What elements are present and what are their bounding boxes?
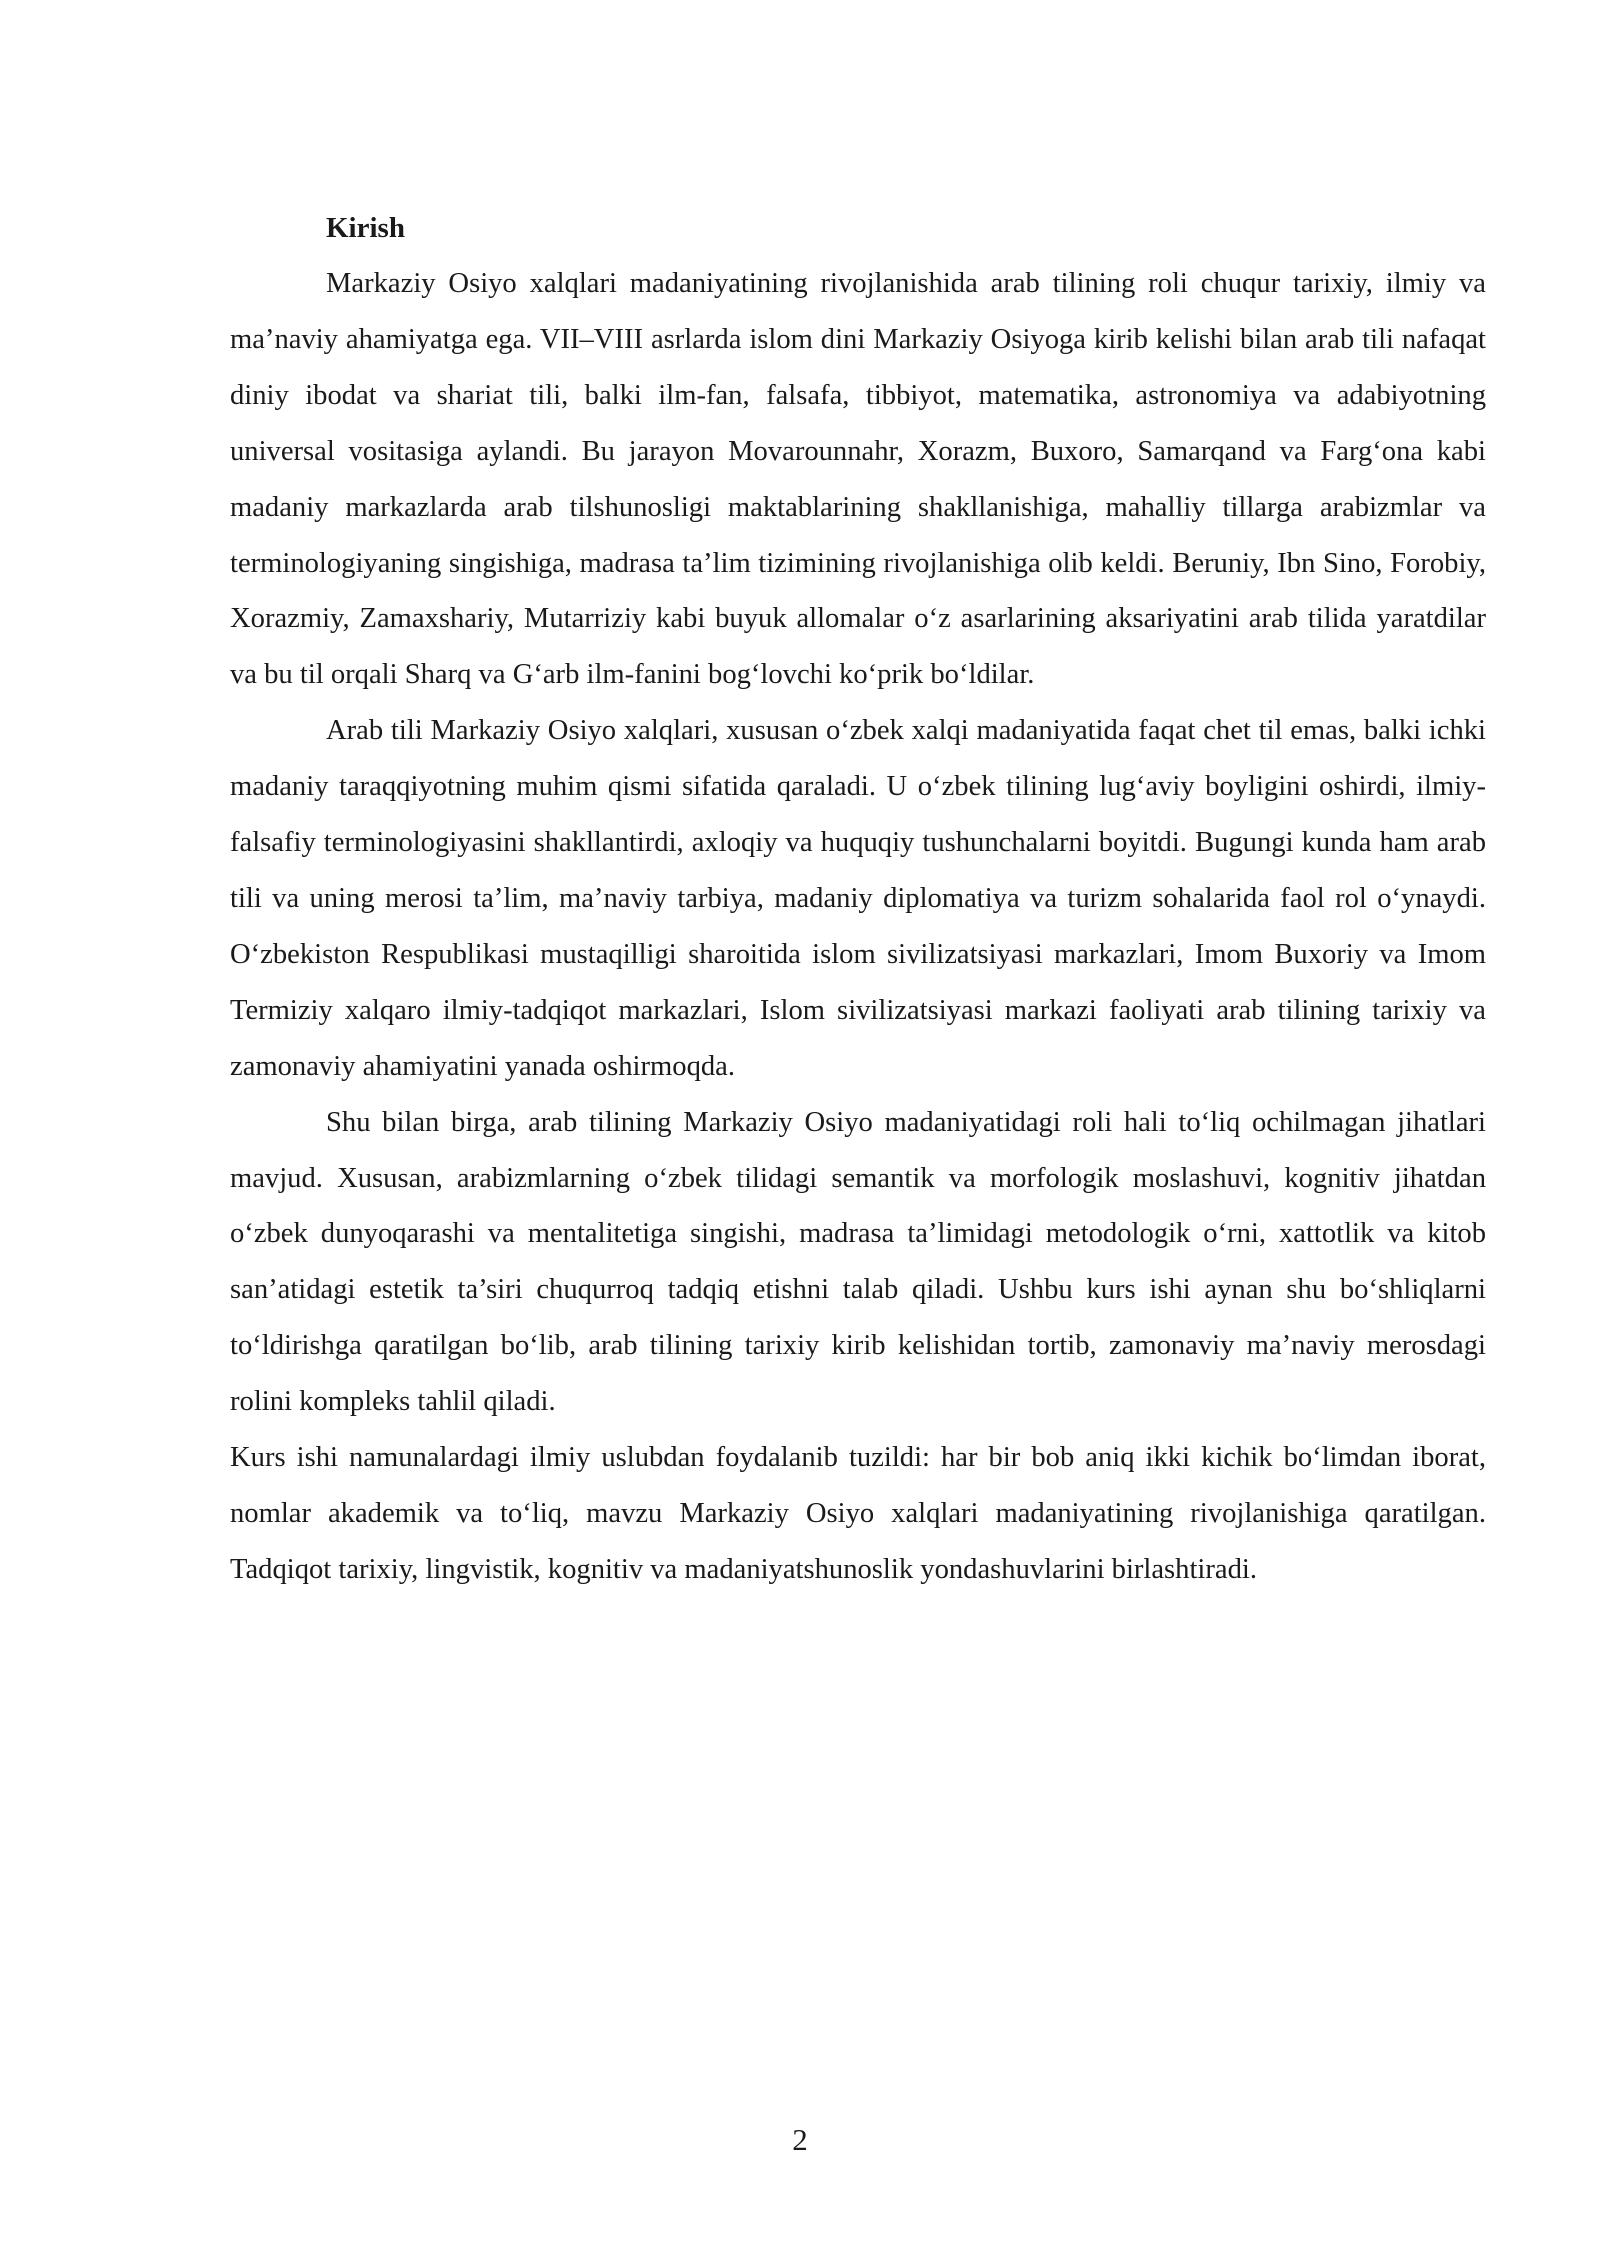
paragraph-intro: Markaziy Osiyo xalqlari madaniyatining rivojlanishida arab tilining roli chuqur tarixiy, ilmiy va ma’naviy ahamiyatga ega. VII–VIII asrlarda islom dini Markaziy Osiyoga kirib kelishi bilan arab tili nafaqat diniy ibodat va shariat tili, balki ilm-fan, falsafa, tibbiyot, matematika, astronomiya va adabiyotning universal vositasiga aylandi. Bu jarayon Movarounnahr, Xorazm, Buxoro, Samarqand va Farg‘ona kabi madaniy markazlarda arab tilshunosligi maktablarining shakllanishiga, mahalliy tillarga arabizmlar va terminologiyaning singishiga, madrasa ta’lim tizimining rivojlanishiga olib keldi. Beruniy, Ibn Sino, Forobiy, Xorazmiy, Zamaxshariy, Mutarriziy kabi buyuk allomalar o‘z asarlarining aksariyatini arab tilida yaratdilar va bu til orqali Sharq va G‘arb ilm-fanini bog‘lovchi ko‘prik bo‘ldilar. — [230, 268, 1486, 691]
paragraph-methodology: Kurs ishi namunalardagi ilmiy uslubdan foydalanib tuzildi: har bir bob aniq ikki kichik bo‘limdan iborat, nomlar akademik va to‘liq, mavzu Markaziy Osiyo xalqlari madaniyatining rivojlanishiga qaratilgan. Tadqiqot tarixiy, lingvistik, kognitiv va madaniyatshunoslik yondashuvlarini birlashtiradi. — [230, 1442, 1486, 1585]
page-number: 2 — [792, 2122, 808, 2157]
paragraph-arabic-role: Arab tili Markaziy Osiyo xalqlari, xususan o‘zbek xalqi madaniyatida faqat chet til emas, balki ichki madaniy taraqqiyotning muhim qismi sifatida qaraladi. U o‘zbek tilining lug‘aviy boyligini oshirdi, ilmiy-falsafiy terminologiyasini shakllantirdi, axloqiy va huquqiy tushunchalarni boyitdi. Bugungi kunda ham arab tili va uning merosi ta’lim, ma’naviy tarbiya, madaniy diplomatiya va turizm sohalarida faol rol o‘ynaydi. O‘zbekiston Respublikasi mustaqilligi sharoitida islom sivilizatsiyasi markazlari, Imom Buxoriy va Imom Termiziy xalqaro ilmiy-tadqiqot markazlari, Islom sivilizatsiyasi markazi faoliyati arab tilining tarixiy va zamonaviy ahamiyatini yanada oshirmoqda. — [230, 715, 1486, 1082]
section-heading: Kirish — [326, 212, 405, 244]
document-body — [230, 200, 1486, 1598]
paragraph-research-gaps: Shu bilan birga, arab tilining Markaziy Osiyo madaniyatidagi roli hali to‘liq ochilmagan jihatlari mavjud. Xususan, arabizmlarning o‘zbek tilidagi semantik va morfologik moslashuvi, kognitiv jihatdan o‘zbek dunyoqarashi va mentalitetiga singishi, madrasa ta’limidagi metodologik o‘rni, xattotlik va kitob san’atidagi estetik ta’siri chuqurroq tadqiq etishni talab qiladi. Ushbu kurs ishi aynan shu bo‘shliqlarni to‘ldirishga qaratilgan bo‘lib, arab tilining tarixiy kirib kelishidan tortib, zamonaviy ma’naviy merosdagi rolini kompleks tahlil qiladi. — [230, 1106, 1486, 1418]
